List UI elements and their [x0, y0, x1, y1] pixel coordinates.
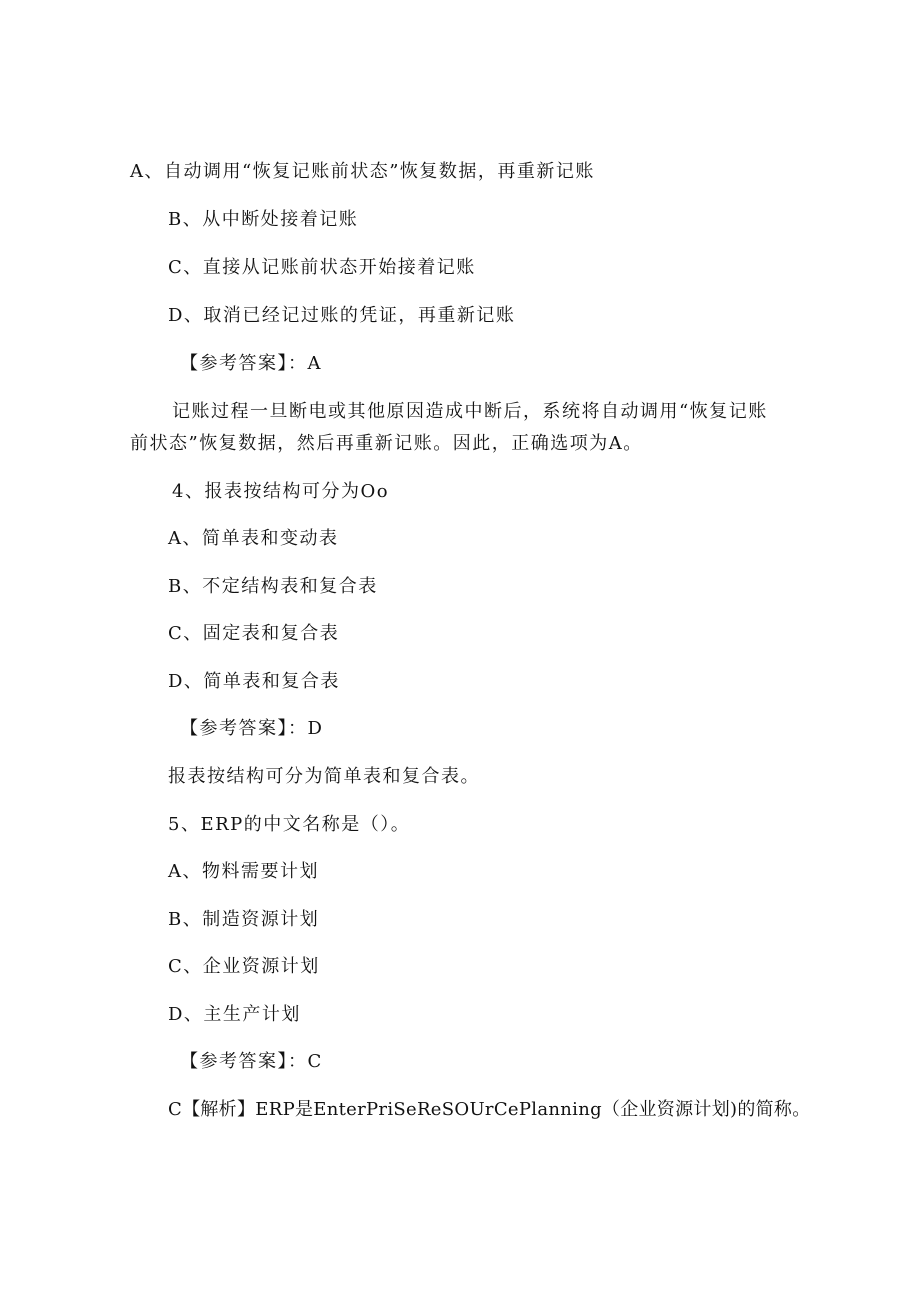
q4-option-b: B、不定结构表和复合表	[168, 576, 378, 597]
q3-explanation-line2: 前状态”恢复数据，然后再重新记账。因此，正确选项为A。	[130, 433, 643, 454]
q3-answer: 【参考答案】：A	[180, 353, 322, 374]
q4-answer: 【参考答案】：D	[180, 718, 324, 739]
q3-option-d: D、取消已经记过账的凭证，再重新记账	[168, 305, 516, 326]
q4-explanation: 报表按结构可分为简单表和复合表。	[168, 766, 480, 787]
q4-option-d: D、简单表和复合表	[168, 671, 340, 692]
q4-stem: 4、报表按结构可分为Oo	[172, 481, 390, 502]
q4-option-c: C、固定表和复合表	[168, 623, 340, 644]
q3-explanation-line1: 记账过程一旦断电或其他原因造成中断后，系统将自动调用“恢复记账	[172, 401, 768, 422]
q5-answer: 【参考答案】：C	[180, 1051, 323, 1072]
q5-stem: 5、ERP的中文名称是（）。	[168, 814, 411, 835]
q5-option-c: C、企业资源计划	[168, 956, 320, 977]
q3-option-b: B、从中断处接着记账	[168, 209, 359, 230]
q5-option-b: B、制造资源计划	[168, 909, 320, 930]
q5-option-d: D、主生产计划	[168, 1004, 301, 1025]
q5-explanation: C【解析】ERP是EnterPriSeReSOUrCePlanning（企业资源计划)的简称。	[168, 1099, 811, 1120]
q4-option-a: A、简单表和变动表	[168, 528, 339, 549]
q5-option-a: A、物料需要计划	[168, 861, 319, 882]
q3-option-a: A、自动调用“恢复记账前状态”恢复数据，再重新记账	[130, 161, 595, 182]
q3-option-c: C、直接从记账前状态开始接着记账	[168, 257, 476, 278]
